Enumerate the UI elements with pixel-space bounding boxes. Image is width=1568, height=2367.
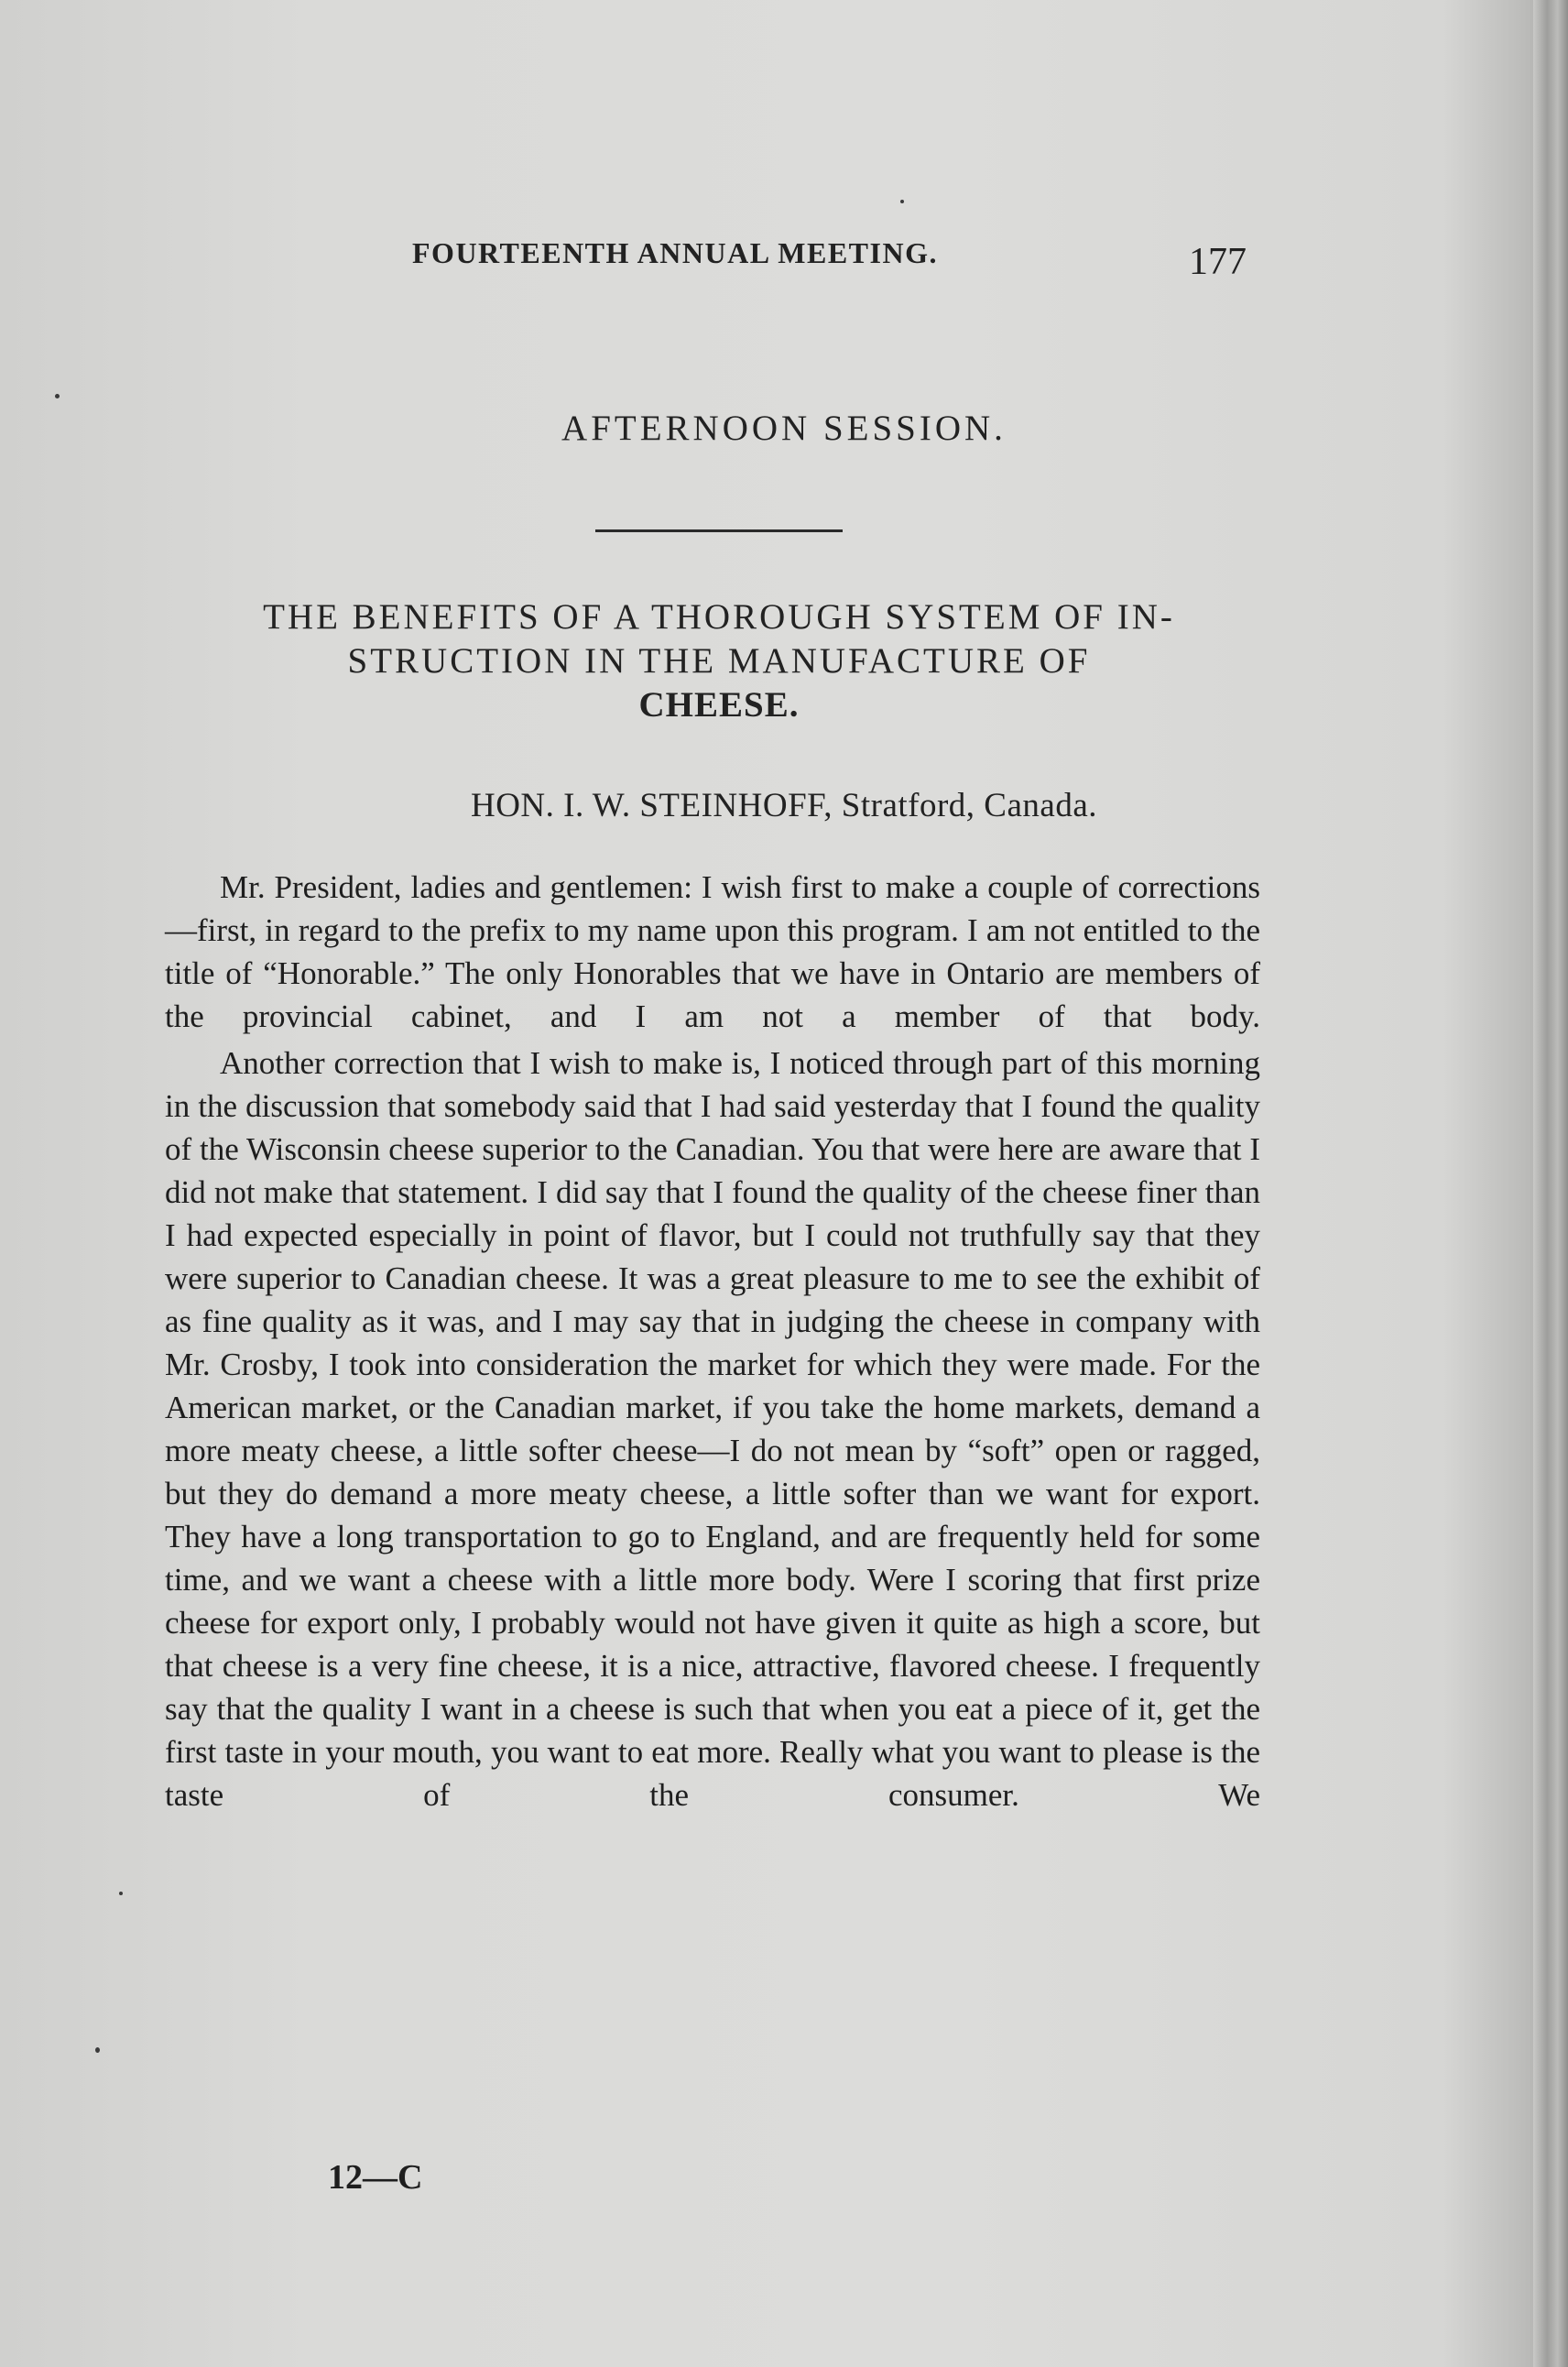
scan-speck bbox=[95, 2047, 100, 2053]
article-title bbox=[165, 595, 1273, 727]
scan-speck bbox=[900, 200, 904, 203]
author-byline: HON. I. W. STEINHOFF, Stratford, Canada. bbox=[470, 787, 1097, 824]
article-title-line-3: CHEESE. bbox=[638, 685, 800, 725]
paragraph-1: Mr. President, ladies and gentlemen: I wish first to make a couple of corrections—first, in regard to the prefix to my name upon this program. I am not entitled to the title of “Honorable.” The only Honorables that we have in Ontario are members of the provincial cabinet, and I am not a member of that body. bbox=[165, 869, 1260, 1034]
title-divider-rule bbox=[595, 529, 843, 532]
scan-speck bbox=[119, 1892, 123, 1895]
scan-speck bbox=[55, 394, 60, 398]
article-body bbox=[165, 866, 1260, 1816]
article-title-line-1: THE BENEFITS OF A THOROUGH SYSTEM OF IN- bbox=[263, 597, 1175, 637]
session-title: AFTERNOON SESSION. bbox=[561, 409, 1007, 448]
page-number: 177 bbox=[1189, 241, 1247, 283]
running-head: FOURTEENTH ANNUAL MEETING. bbox=[412, 236, 938, 269]
signature-mark: 12—C bbox=[328, 2158, 423, 2197]
book-spine-shadow bbox=[1533, 0, 1568, 2367]
paragraph-2: Another correction that I wish to make is, I noticed through part of this morning in the discussion that somebody said that I had said yesterday that I found the quality of the Wisconsin cheese superior to the Canadian. You that were here are aware that I did not make that statement. I did say that I found the quality of the cheese finer than I had expected especially in point of flavor, but I could not truthfully say that they were superior to Canadian cheese. It was a great pleasure to me to see the exhibit of as fine quality as it was, and I may say that in judging the cheese in company with Mr. Crosby, I took into consideration the market for which they were made. For the American market, or the Canadian market, if you take the home markets, demand a more meaty cheese, a little softer cheese—I do not mean by “soft” open or ragged, but they do demand a more meaty cheese, a little softer than we want for export. They have a long transportation to go to England, and are frequently held for some time, and we want a cheese with a little more body. Were I scoring that first prize cheese for export only, I probably would not have given it quite as high a score, but that cheese is a very fine cheese, it is a nice, attractive, flavored cheese. I frequently say that the quality I want in a cheese is such that when you eat a piece of it, get the first taste in your mouth, you want to eat more. Really what you want to please is the taste of the consumer. We bbox=[165, 1045, 1260, 1813]
article-title-line-2: STRUCTION IN THE MANUFACTURE OF bbox=[347, 641, 1091, 681]
